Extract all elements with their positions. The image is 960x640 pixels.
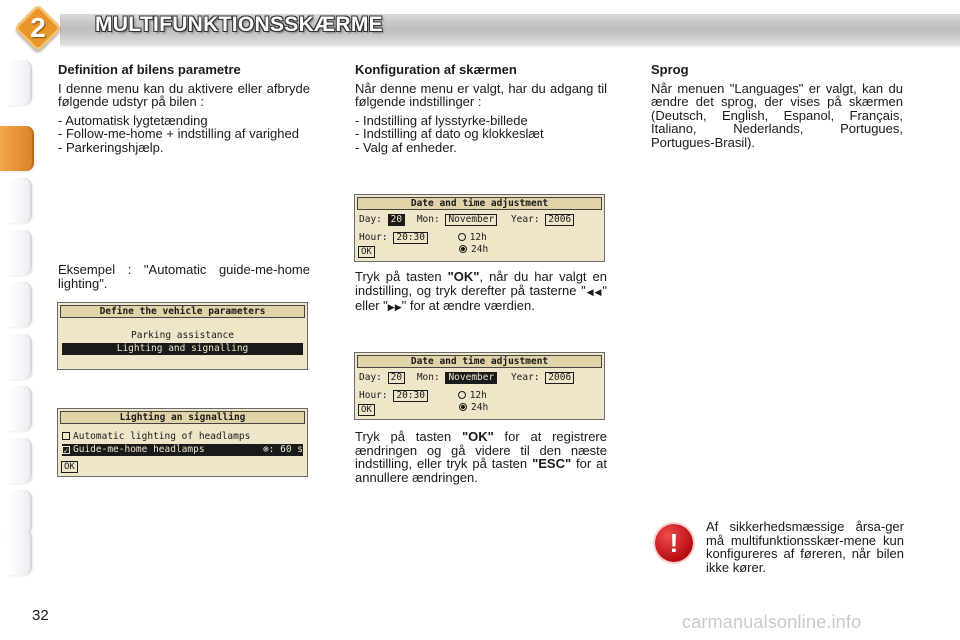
chapter-tab-10[interactable] [8, 530, 32, 575]
month-value: November [445, 214, 497, 226]
hour-row [359, 390, 600, 402]
caption-ok-esc: Tryk på tasten "OK" for at registrere ændringen og gå videre til den næste indstilling, eller tryk på tasten "ESC" for at annullere ændringen. [355, 429, 607, 485]
screen-title: Lighting an signalling [60, 411, 305, 424]
month-value-selected: November [445, 372, 497, 384]
chapter-tab-7[interactable] [8, 386, 32, 431]
watermark: carmanualsonline.info [682, 612, 862, 632]
chapter-number: 2 [30, 12, 46, 43]
screen-define-parameters [57, 302, 308, 370]
settings-list [355, 114, 607, 155]
format-row [459, 244, 600, 256]
chapter-tab-1[interactable] [8, 60, 32, 105]
screen-lighting [57, 408, 308, 477]
warning-text: Af sikkerhedsmæssige årsa-ger må multifunktionsskær-mene kun konfigureres af føreren, når bilen ikke kører. [706, 519, 904, 575]
chapter-tab-5[interactable] [8, 282, 32, 327]
date-row [359, 372, 600, 384]
day-value-selected: 20 [388, 214, 405, 226]
screen-title: Define the vehicle parameters [60, 305, 305, 318]
hour-value: 20:30 [393, 390, 428, 402]
format-12h: 12h [469, 390, 487, 401]
key-esc: "ESC" [532, 456, 572, 471]
ok-button-icon: OK [61, 461, 78, 473]
date-row [359, 214, 600, 226]
hour-label: Hour: [359, 232, 388, 243]
option-guide-me-home [62, 444, 303, 456]
day-label: Day: [359, 214, 382, 225]
section-intro: Når denne menu er valgt, har du adgang til følgende indstillinger : [355, 80, 607, 109]
chapter-tab-4[interactable] [8, 230, 32, 275]
key-ok: "OK" [447, 269, 480, 284]
chapter-tab-6[interactable] [8, 334, 32, 379]
year-label: Year: [510, 372, 540, 383]
key-ok: "OK" [461, 429, 494, 444]
section-body: Når menuen "Languages" er valgt, kan du ændre det sprog, der vises på skærmen (Deutsch, English, Espanol, Français, Italiano, Nederlands, Portugues, Portugues-Brasil). [651, 80, 903, 150]
format-row [459, 402, 600, 414]
menu-item-lighting-selected: Lighting and signalling [62, 343, 303, 355]
screen-title: Date and time adjustment [357, 355, 602, 368]
list-item: - Indstilling af lysstyrke-billede [355, 114, 607, 128]
page-number: 32 [32, 607, 49, 624]
caption-ok-change: Tryk på tasten "OK", når du har valgt en indstilling, og tryk derefter på tasterne "◀◀" eller "▶▶" for at ændre værdien. [355, 269, 607, 313]
rewind-icon: ◀◀ [585, 286, 603, 297]
list-item: - Follow-me-home + indstilling af varighed [58, 127, 310, 141]
chapter-tab-9[interactable] [8, 490, 32, 535]
exclamation-icon: ! [655, 524, 693, 562]
hour-label: Hour: [359, 390, 388, 401]
section-vehicle-parameters [58, 63, 310, 154]
section-language [651, 63, 903, 149]
day-value: 20 [388, 372, 405, 384]
chapter-tabs [0, 60, 34, 580]
header [0, 0, 960, 50]
hour-row [359, 232, 600, 244]
option-label: Guide-me-home headlamps [73, 444, 205, 455]
option-label: Automatic lighting of headlamps [73, 431, 251, 442]
page-title: MULTIFUNKTIONSSKÆRME [95, 13, 383, 36]
hour-value: 20:30 [393, 232, 428, 244]
feature-list [58, 114, 310, 155]
screen-title: Date and time adjustment [357, 197, 602, 210]
list-item: - Valg af enheder. [355, 141, 607, 155]
checked-checkbox-icon: ✓ [63, 446, 69, 455]
list-item: - Automatisk lygtetænding [58, 114, 310, 128]
ok-button-icon: OK [358, 404, 375, 416]
day-label: Day: [359, 372, 382, 383]
ok-button-icon: OK [358, 246, 375, 258]
chapter-tab-2-active[interactable] [0, 126, 34, 171]
section-heading: Konfiguration af skærmen [355, 62, 517, 77]
example-text: Eksempel : "Automatic guide-me-home lighting". [58, 262, 310, 291]
duration-value: ⊗: 60 s [262, 444, 303, 455]
section-heading: Sprog [651, 62, 689, 77]
menu-item-parking: Parking assistance [131, 330, 234, 341]
checkbox-icon [62, 432, 70, 440]
fast-forward-icon: ▶▶ [387, 302, 402, 312]
section-intro: I denne menu kan du aktivere eller afbryde følgende udstyr på bilen : [58, 80, 310, 109]
radio-selected-icon [459, 245, 467, 253]
format-24h: 24h [471, 244, 489, 255]
list-item: - Parkeringshjælp. [58, 141, 310, 155]
chapter-tab-3[interactable] [8, 178, 32, 223]
radio-selected-icon [459, 403, 467, 411]
option-auto-lighting [62, 431, 303, 443]
format-12h: 12h [469, 232, 487, 243]
section-screen-config [355, 63, 607, 154]
year-value: 2006 [545, 214, 574, 226]
format-24h: 24h [471, 402, 489, 413]
list-item: - Indstilling af dato og klokkeslæt [355, 127, 607, 141]
radio-icon [458, 391, 466, 399]
year-label: Year: [510, 214, 540, 225]
year-value: 2006 [545, 372, 574, 384]
screen-date-time-2 [354, 352, 605, 420]
month-label: Mon: [416, 372, 440, 383]
chapter-tab-8[interactable] [8, 438, 32, 483]
radio-icon [458, 233, 466, 241]
month-label: Mon: [416, 214, 440, 225]
section-heading: Definition af bilens parametre [58, 62, 241, 77]
screen-date-time-1 [354, 194, 605, 262]
